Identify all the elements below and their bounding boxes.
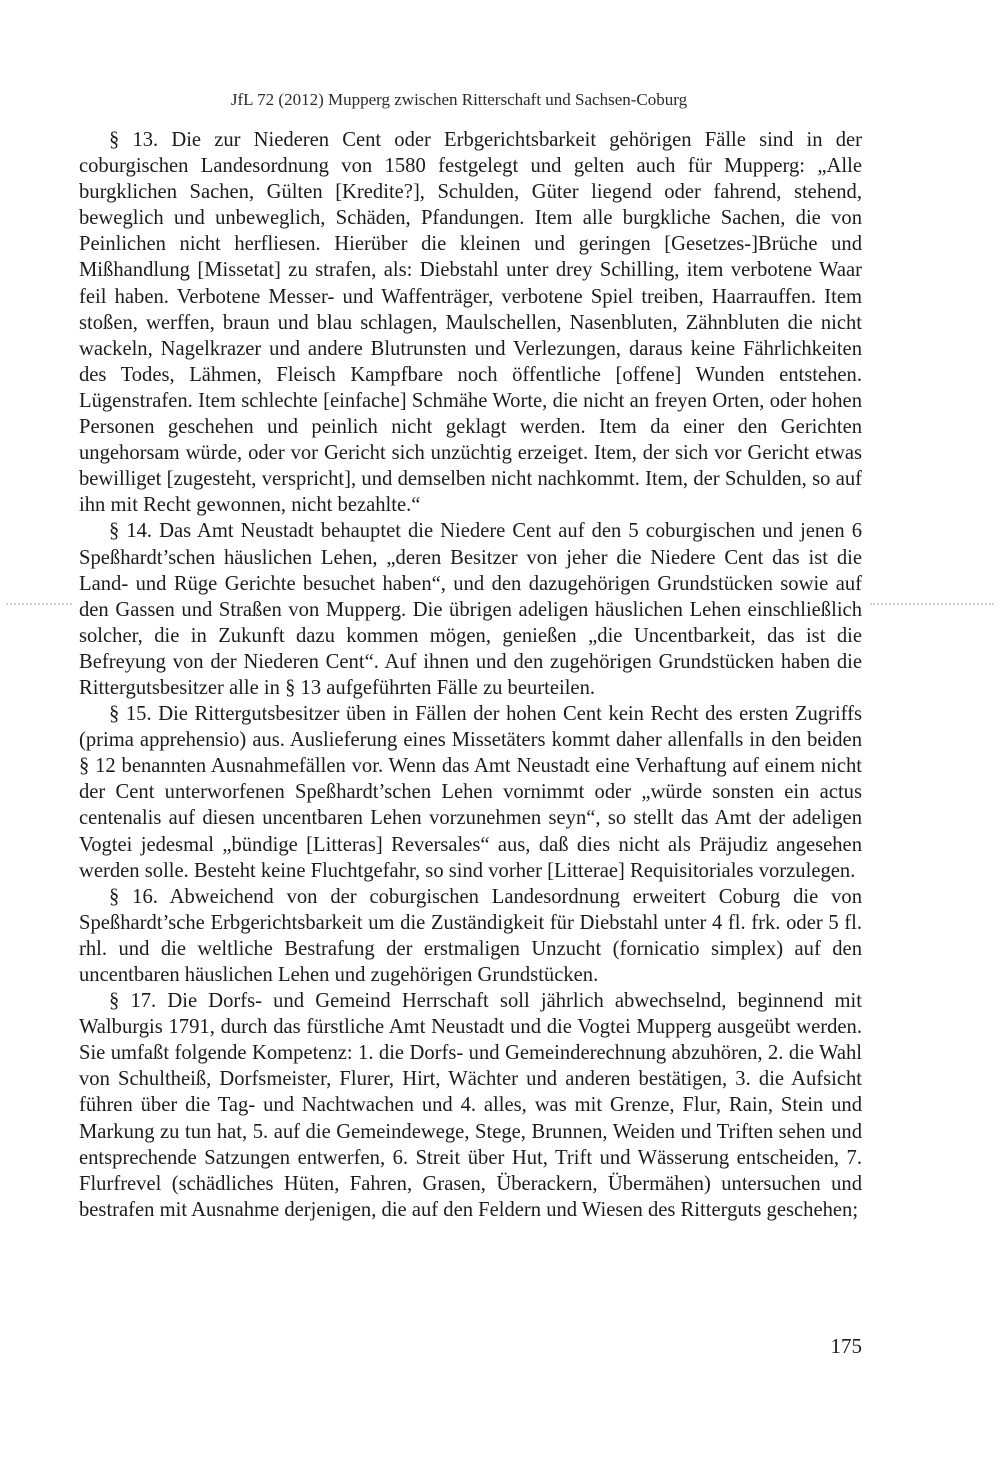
running-head: JfL 72 (2012) Mupperg zwischen Ritterschaft und Sachsen-Coburg bbox=[230, 90, 688, 109]
paragraph-section-15: § 15. Die Rittergutsbesitzer üben in Fällen der hohen Cent kein Recht des ersten Zugriffs (prima apprehensio) aus. Auslieferung eines Missetäters kommt daher allenfalls in den beiden § 12 benannten Ausnahmefällen vor. Wenn das Amt Neustadt eine Verhaftung auf einem nicht der Cent unterworfenen Speßhardt’schen Lehen vornimmt oder „würde sonsten ein actus centenalis auf diesen uncentbaren Lehen vorzunehmen seyn“, so stellt das Amt der adeligen Vogtei jedesmal „bündige [Litteras] Reversales“ aus, daß dies nicht als Präjudiz angesehen werden solle. Besteht keine Fluchtgefahr, so sind vorher [Litterae] Requisitoriales vorzulegen. bbox=[79, 703, 862, 882]
margin-rule-right bbox=[870, 603, 994, 605]
paragraph-section-17: § 17. Die Dorfs- und Gemeind Herrschaft soll jährlich abwechselnd, beginnend mit Walburgis 1791, durch das fürstliche Amt Neustadt und die Vogtei Mupperg ausgeübt werden. Sie umfaßt folgende Kompetenz: 1. die Dorfs- und Gemeinderechnung abzuhören, 2. die Wahl von Schultheiß, Dorfsmeister, Flurer, Hirt, Wächter und anderen bestätigen, 3. die Aufsicht führen über die Tag- und Nachtwachen und 4. alles, was mit Grenze, Flur, Rain, Stein und Markung zu tun hat, 5. auf die Gemeindewege, Stege, Brunnen, Weiden und Triften sehen und entsprechende Satzungen entwerfen, 6. Streit über Hut, Trift und Wässerung entscheiden, 7. Flurfrevel (schädliches Hüten, Fahren, Grasen, Überackern, Übermähen) untersuchen und bestrafen mit Ausnahme derjenigen, die auf den Feldern und Wiesen des Ritterguts geschehen; bbox=[79, 990, 862, 1221]
body-text bbox=[79, 127, 862, 1223]
paragraph-section-14: § 14. Das Amt Neustadt behauptet die Niedere Cent auf den 5 coburgischen und jenen 6 Speßhardt’schen häuslichen Lehen, „deren Besitzer von jeher die Niedere Cent das ist die Land- und Rüge Gerichte besuchet haben“, und den dazugehörigen Grundstücken sowie auf den Gassen und Straßen von Mupperg. Die übrigen adeligen häuslichen Lehen einschließlich solcher, die in Zukunft dazu kommen mögen, genießen „die Uncentbarkeit, das ist die Befreyung von der Niederen Cent“. Auf ihnen und den zugehörigen Grundstücken haben die Rittergutsbesitzer alle in § 13 aufgeführten Fälle zu beurteilen. bbox=[79, 520, 862, 699]
page-number: 175 bbox=[830, 1334, 862, 1358]
margin-rule-left bbox=[6, 603, 72, 605]
paragraph-section-16: § 16. Abweichend von der coburgischen Landesordnung erweitert Coburg die von Speßhardt’sche Erbgerichtsbarkeit um die Zuständigkeit für Diebstahl unter 4 fl. frk. oder 5 fl. rhl. und die weltliche Bestrafung der erstmaligen Unzucht (fornicatio simplex) auf den uncentbaren häuslichen Lehen und zugehörigen Grundstücken. bbox=[79, 885, 862, 986]
paragraph-section-13: § 13. Die zur Niederen Cent oder Erbgerichtsbarkeit gehörigen Fälle sind in der coburgischen Landesordnung von 1580 festgelegt und gelten auch für Mupperg: „Alle burgklichen Sachen, Gülten [Kredite?], Schulden, Güter liegend oder fahrend, stehend, beweglich und unbeweglich, Schäden, Pfandungen. Item alle burgkliche Sachen, die von Peinlichen nicht herfliesen. Hierüber die kleinen und geringen [Gesetzes-]Brüche und Mißhandlung [Missetat] zu strafen, als: Diebstahl unter drey Schilling, item verbotene Waar feil haben. Verbotene Messer- und Waffenträger, verbotene Spiel treiben, Haarrauffen. Item stoßen, werffen, braun und blau schlagen, Maulschellen, Nasenbluten, Zähnbluten die nicht wackeln, Nagelkrazer und andere Blutrunsten und Verlezungen, daraus keine Fährlichkeiten des Todes, Lähmen, Fleisch Kampfbare noch öffentliche [offene] Wunden entstehen. Lügenstrafen. Item schlechte [einfache] Schmähe Worte, die nicht an freyen Orten, oder hohen Personen geschehen und peinlich nicht geklagt werden. Item da einer den Gerichten ungehorsam würde, oder vor Gericht sich unzüchtig erzeiget. Item, der sich vor Gericht etwas bewilliget [zugesteht, verspricht], und demselben nicht nachkommt. Item, der Schulden, so auf ihn mit Recht gewonnen, nicht bezahlte.“ bbox=[79, 129, 862, 517]
